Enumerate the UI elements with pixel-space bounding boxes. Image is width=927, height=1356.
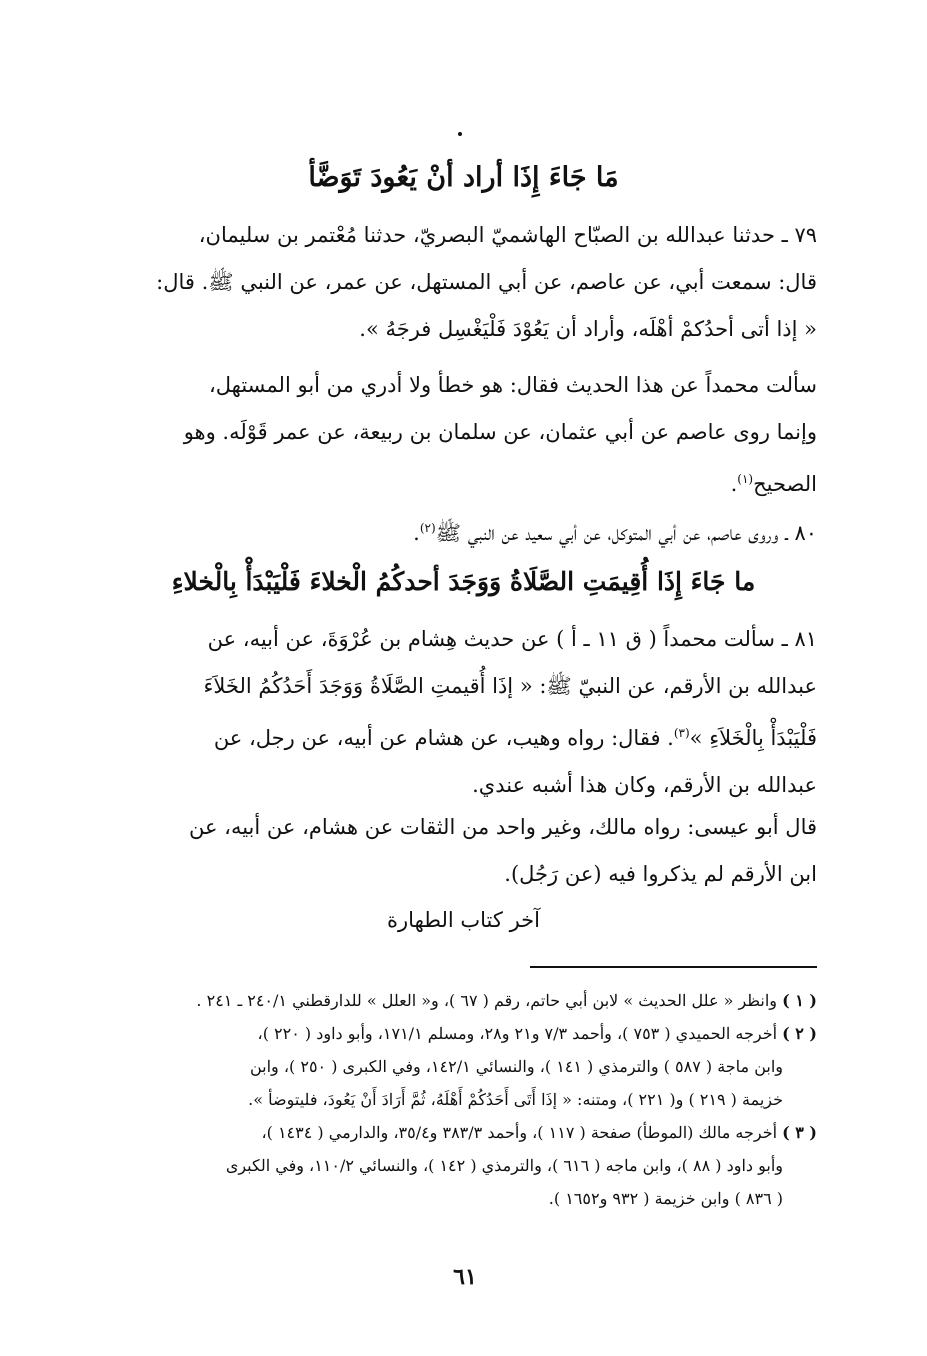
hadith-81-line: عبدالله بن الأرقم، وكان هذا أشبه عندي.	[472, 773, 817, 797]
chapter-heading-wudu: مَا جَاءَ إِذَا أراد أنْ يَعُودَ تَوَضَّأ	[308, 162, 619, 193]
abu-isa-line: ابن الأرقم لم يذكروا فيه (عن رَجُل).	[504, 862, 817, 886]
abu-isa-line: قال أبو عيسى: رواه مالك، وغير واحد من الثقات عن هشام، عن أبيه، عن	[188, 815, 817, 839]
hadith-81-line-tail: . فقال: رواه وهيب، عن هشام عن أبيه، عن رجل، عن	[213, 726, 674, 750]
footnote-1	[115, 984, 817, 1017]
footnote-line: وابن ماجة ( ٥٨٧ ) والترمذي ( ١٤١ )، والنسائي ١٤٢/١، وفي الكبرى ( ٢٥٠ )، وابن	[249, 1057, 783, 1076]
footnote-number: ( ١ )	[782, 991, 817, 1010]
end-of-book-title: آخر كتاب الطهارة	[387, 908, 540, 932]
footnote-mark-1: (١)	[737, 472, 754, 486]
footnote-line: أخرجه الحميدي ( ٧٥٣ )، وأحمد ٧/٣ و٢١ و٢٨، ومسلم ١٧١/١، وأبو داود ( ٢٢٠ )،	[257, 1024, 778, 1043]
hadith-79	[120, 212, 817, 353]
question-line	[120, 456, 817, 508]
hadith-80-text: ٨٠ ـ وروى عاصم، عن أبي المتوكل، عن أبي سعيد عن النبي ﷺ	[435, 521, 817, 545]
hadith-79-line: ٧٩ ـ حدثنا عبدالله بن الصبّاح الهاشميّ البصريّ، حدثنا مُعْتمر بن سليمان،	[198, 223, 817, 247]
question-line-tail: .	[730, 472, 738, 496]
question-line-text: الصحيح	[753, 472, 817, 496]
hadith-79-line: « إذا أتى أحدُكمْ أهْلَه، وأراد أن يَعُوْدَ فَلْيَغْسِل فرجَهُ ».	[359, 317, 817, 341]
footnote-mark-3: (٣)	[673, 726, 690, 740]
footnote-line: ( ٨٣٦ ) وابن خزيمة ( ٩٣٢ و١٦٥٢ ).	[548, 1189, 783, 1208]
page-dot-mark	[458, 132, 462, 136]
hadith-81-line: عبدالله بن الأرقم، عن النبيّ ﷺ: « إذَا أُقيمتِ الصَّلَاةُ وَوَجَدَ أَحَدُكُمُ الخَلاَءَ	[203, 674, 817, 698]
footnote-number: ( ٣ )	[782, 1123, 817, 1142]
hadith-81-line	[120, 710, 817, 762]
question-paragraph	[120, 362, 817, 508]
hadith-81	[120, 616, 817, 809]
question-line: سألت محمداً عن هذا الحديث فقال: هو خطأ ولا أدري من أبو المستهل،	[208, 373, 817, 397]
footnote-line: خزيمة ( ٢١٩ ) و( ٢٢١ )، ومتنه: « إذَا أَتَى أَحَدُكُمْ أَهْلَهُ، ثُمَّ أَرَادَ أَنْ يَعُودَ، فليتوضأ ».	[248, 1090, 783, 1109]
footnote-line: وانظر « علل الحديث » لابن أبي حاتم، رقم ( ٦٧ )، و« العلل » للدارقطني ٢٤٠/١ ـ ٢٤١ .	[196, 991, 778, 1010]
hadith-80-tail: .	[413, 521, 420, 545]
footnotes	[115, 984, 817, 1215]
footnote-line: أخرجه مالك (الموطأ) صفحة ( ١١٧ )، وأحمد ٣٨٣/٣ و٣٥/٤، والدارمي ( ١٤٣٤ )،	[261, 1123, 778, 1142]
chapter-heading-khala: ما جَاءَ إِذَا أُقِيمَتِ الصَّلَاةُ وَوَجَدَ أحدكُمُ الْخلاءَ فَلْيَبْدَأْ بِالْخلاءِ	[171, 567, 756, 596]
footnote-number: ( ٢ )	[782, 1024, 817, 1043]
page-number: ٦١	[453, 1264, 477, 1290]
abu-isa-paragraph	[120, 804, 817, 898]
hadith-79-line: قال: سمعت أبي، عن عاصم، عن أبي المستهل، عن عمر، عن النبي ﷺ. قال:	[156, 270, 817, 294]
footnote-separator	[530, 966, 817, 968]
footnote-line: وأبو داود ( ٨٨ )، وابن ماجه ( ٦١٦ )، والترمذي ( ١٤٢ )، والنسائي ١١٠/٢، وفي الكبرى	[225, 1156, 783, 1175]
hadith-81-line: ٨١ ـ سألت محمداً ( ق ١١ ـ أ ) عن حديث هِشام بن عُرْوَةَ، عن أبيه، عن	[207, 627, 817, 651]
hadith-80	[120, 505, 817, 557]
footnote-2	[115, 1017, 817, 1116]
footnote-3	[115, 1116, 817, 1215]
question-line: وإنما روى عاصم عن أبي عثمان، عن سلمان بن ربيعة، عن عمر قَوْلَه. وهو	[183, 420, 817, 444]
hadith-81-line-text: فَلْيَبْدَأْ بِالْخَلاَءِ »	[689, 726, 817, 750]
footnote-mark-2: (٢)	[419, 521, 436, 535]
